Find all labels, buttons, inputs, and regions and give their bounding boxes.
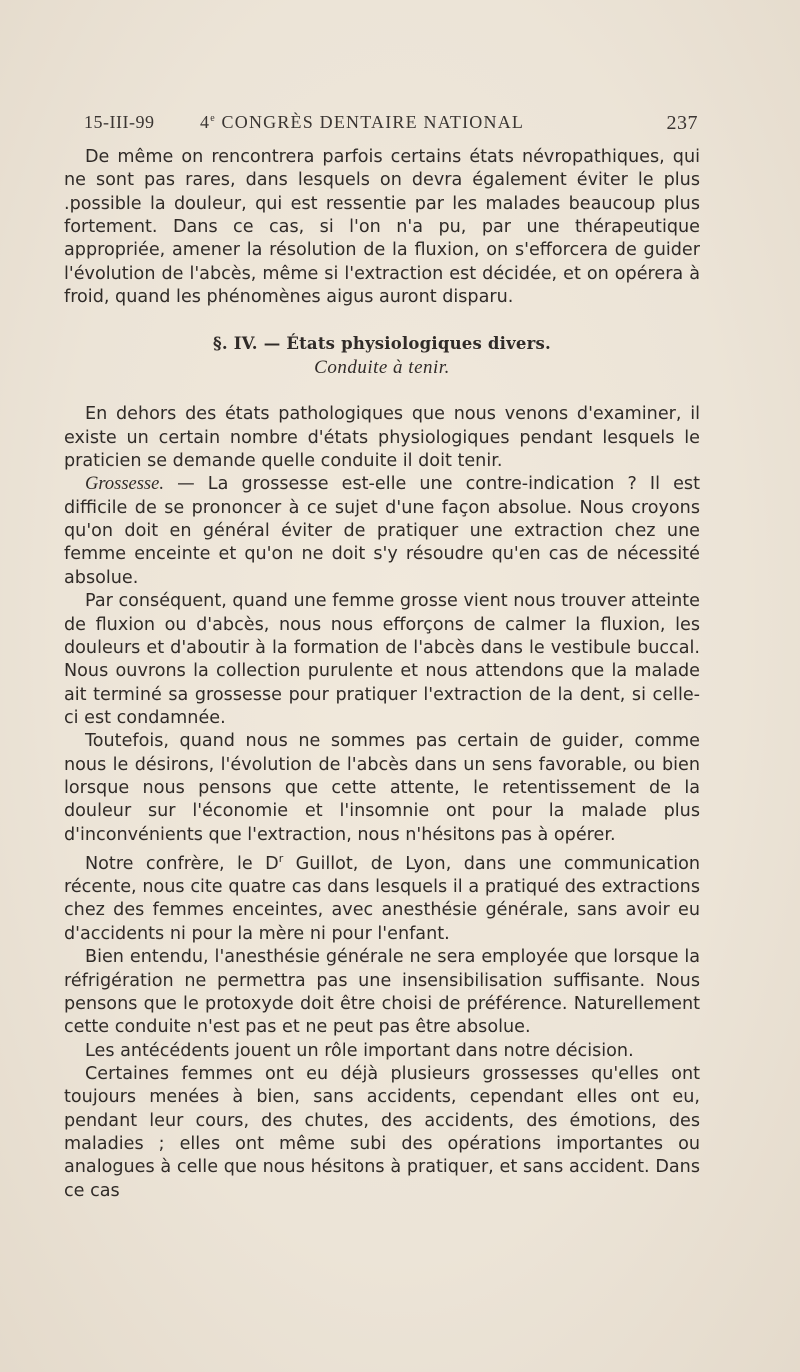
paragraph-consequently: Par conséquent, quand une femme grosse vient nous trouver atteinte de fluxion ou d'abcès, nous nous efforçons de calmer la fluxion, les douleurs et d'aboutir à la formation de l'abcès dans le vestibule buccal. Nous ouvrons la collection purulente et nous attendons que la malade ait terminé sa grossesse pour pratiquer l'extraction de la dent, si celle-ci est condamnée. — [64, 591, 700, 728]
congress-number: 4 — [200, 112, 211, 132]
paragraph-anesthesia: Bien entendu, l'anesthésie générale ne sera employée que lorsque la réfrigération ne permettra pas une insensibilisation suffisante. Nous pensons que le protoxyde doit être choisi de préférence. Naturellement cette conduite n'est pas et ne peut pas être absolue. — [64, 947, 700, 1038]
spacer — [64, 309, 700, 332]
running-header — [84, 112, 700, 140]
section-heading: §. IV. — États physiologiques divers. — [213, 334, 551, 354]
paragraph-however: Toutefois, quand nous ne sommes pas certain de guider, comme nous le désirons, l'évolution de l'abcès dans un sens favorable, ou bien lorsque nous pensons que cette attente, le retentissement de la douleur sur l'économie et l'insomnie ont pour la malade plus d'inconvénients que l'extraction, nous n'hésitons pas à opérer. — [64, 731, 700, 845]
paragraph-pregnancy — [64, 473, 700, 590]
header-title — [200, 112, 524, 133]
congress-suffix: e — [210, 113, 216, 124]
section-subheading: Conduite à tenir. — [314, 357, 450, 379]
paragraph-antecedents: Les antécédents jouent un rôle important dans notre décision. — [85, 1040, 634, 1061]
page-number: 237 — [666, 112, 698, 134]
page-body — [64, 146, 700, 1203]
paragraph-neuropathic-states: De même on rencontrera parfois certains états névropathiques, qui ne sont pas rares, dans lesquels on devra également éviter le plus .possible la douleur, qui est ressentie par les malades beaucoup plus fortement. Dans ce cas, si l'on n'a pu, par une thérapeutique appropriée, amener la résolution de la fluxion, on s'efforcera de guider l'évolution de l'abcès, même si l'extraction est décidée, et on opérera à froid, quand les phénomènes aigus auront disparu. — [64, 147, 700, 308]
paragraph-prior-pregnancies: Certaines femmes ont eu déjà plusieurs grossesses qu'elles ont toujours menées à bien, sans accidents, cependant elles ont eu, pendant leur cours, des chutes, des accidents, des émotions, des maladies ; elles ont même subi des opérations importantes ou analogues à celle que nous hésitons à pratiquer, et sans accident. Dans ce cas — [64, 1063, 700, 1201]
paragraph-physiological-states: En dehors des états pathologiques que nous venons d'examiner, il existe un certain nombre d'états physiologiques pendant lesquels le praticien se demande quelle conduite il doit tenir. — [64, 404, 700, 472]
pregnancy-lead: Grossesse. — [85, 474, 164, 495]
congress-name: CONGRÈS DENTAIRE NATIONAL — [221, 112, 525, 132]
guillot-text-a: Notre confrère, le D — [85, 853, 279, 874]
paragraph-guillot — [64, 847, 700, 946]
pregnancy-text: — La grossesse est-elle une contre-indication ? Il est difficile de se prononcer à ce sujet d'une façon absolue. Nous croyons qu'on doit en général éviter de pratiquer une extraction chez une femme enceinte et qu'on ne doit s'y résoudre qu'en cas de nécessité absolue. — [64, 474, 700, 588]
doctor-abbrev-sup: r — [278, 851, 284, 865]
spacer — [64, 380, 700, 403]
header-date: 15-III-99 — [84, 112, 155, 132]
guillot-text-b: Guillot, de Lyon, dans une communication récente, nous cite quatre cas dans lesquels il a pratiqué des extractions chez des femmes enceintes, avec anesthésie générale, sans avoir eu d'accidents ni pour la mère ni pour l'enfant. — [64, 853, 700, 944]
